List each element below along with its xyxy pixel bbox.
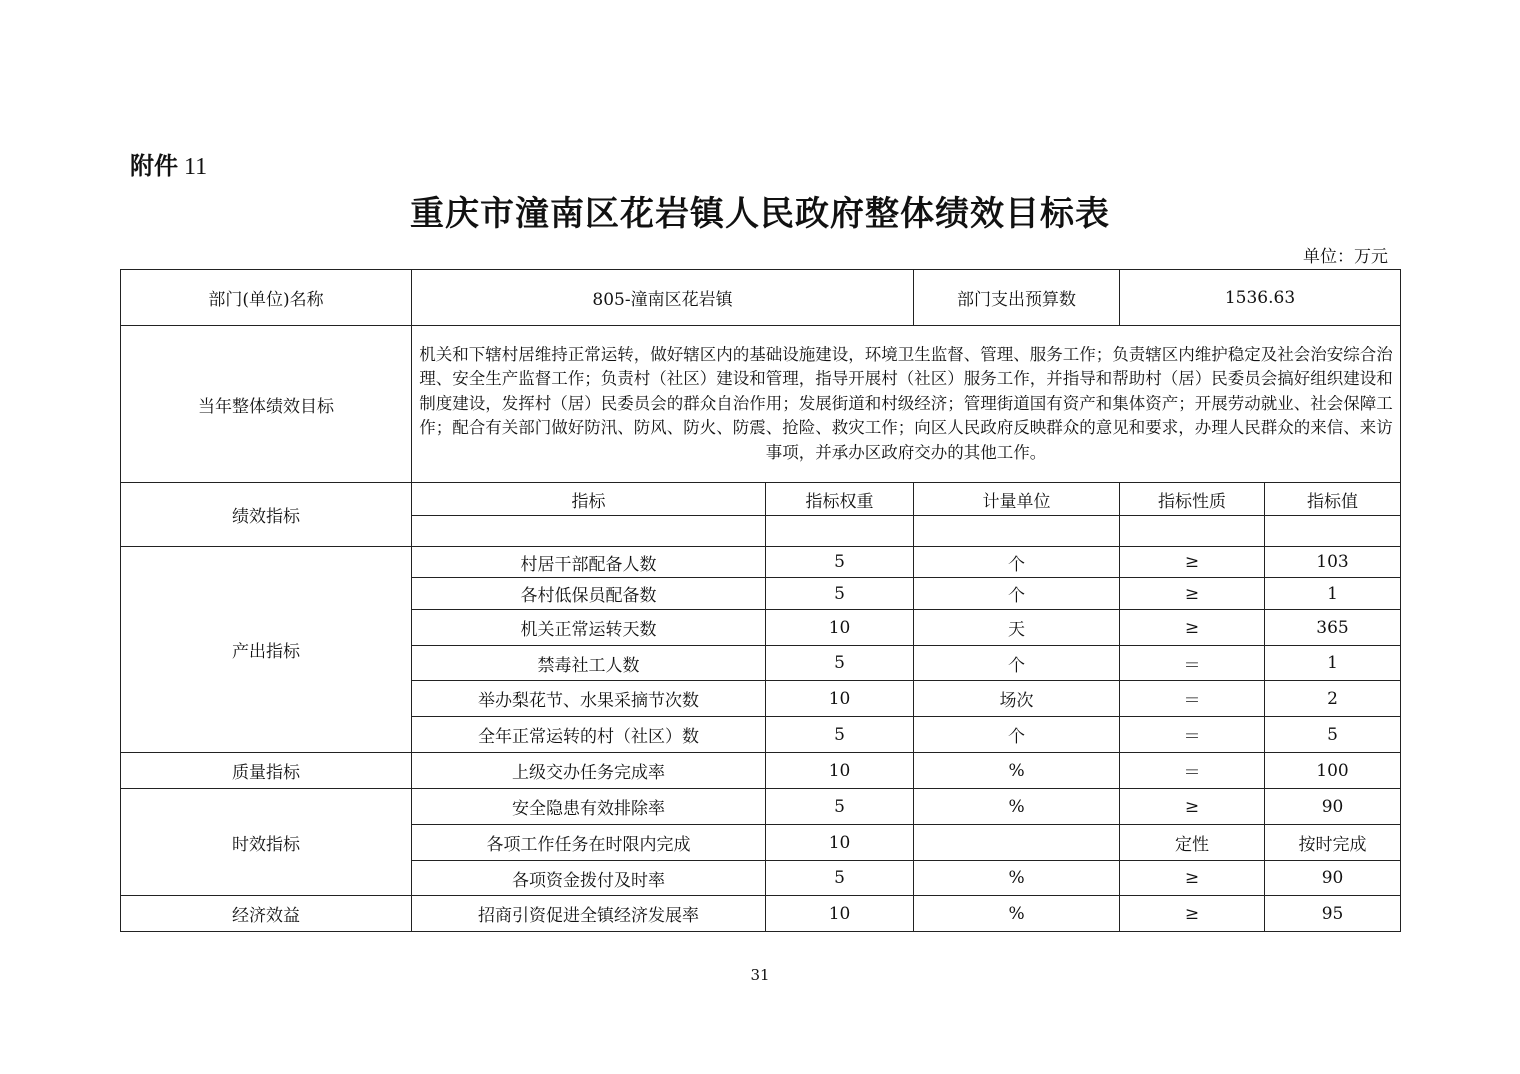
indicator-value: 100 [1265, 753, 1401, 789]
table-row [121, 753, 1401, 789]
indicator-value-header: 指标值 [1265, 483, 1401, 516]
indicator-nature: ≥ [1120, 578, 1265, 610]
indicator-unit: 天 [914, 610, 1120, 646]
indicator-name: 各项工作任务在时限内完成 [412, 825, 766, 861]
category-output: 产出指标 [121, 547, 412, 753]
indicator-weight-header: 指标权重 [766, 483, 914, 516]
indicator-unit: 个 [914, 578, 1120, 610]
indicator-nature: 定性 [1120, 825, 1265, 861]
indicator-name: 禁毒社工人数 [412, 646, 766, 681]
indicator-weight: 5 [766, 578, 914, 610]
dept-name-label: 部门(单位)名称 [121, 270, 412, 326]
indicator-nature: ＝ [1120, 681, 1265, 717]
indicator-name: 安全隐患有效排除率 [412, 789, 766, 825]
indicator-name-header: 指标 [412, 483, 766, 516]
performance-target-table [120, 269, 1401, 932]
indicator-weight: 10 [766, 753, 914, 789]
indicator-weight: 10 [766, 825, 914, 861]
unit-note: 单位：万元 [1303, 247, 1388, 267]
goal-label: 当年整体绩效目标 [121, 326, 412, 483]
category-timeliness: 时效指标 [121, 789, 412, 896]
indicator-unit: 个 [914, 547, 1120, 578]
indicator-value: 95 [1265, 896, 1401, 932]
indicator-value: 103 [1265, 547, 1401, 578]
attachment-label [130, 146, 207, 181]
table-row [121, 547, 1401, 578]
indicator-header-row [121, 483, 1401, 516]
category-economic: 经济效益 [121, 896, 412, 932]
attachment-number: 11 [184, 154, 208, 180]
blank-cell [412, 516, 766, 547]
indicator-name: 各项资金拨付及时率 [412, 861, 766, 896]
indicator-name: 村居干部配备人数 [412, 547, 766, 578]
indicator-value: 1 [1265, 646, 1401, 681]
indicator-category-header: 绩效指标 [121, 483, 412, 547]
indicator-name: 上级交办任务完成率 [412, 753, 766, 789]
indicator-unit: 场次 [914, 681, 1120, 717]
table-row [121, 896, 1401, 932]
dept-name-value: 805-潼南区花岩镇 [412, 270, 914, 326]
indicator-unit: % [914, 896, 1120, 932]
indicator-unit: 个 [914, 646, 1120, 681]
indicator-nature-header: 指标性质 [1120, 483, 1265, 516]
page-number: 31 [750, 966, 770, 984]
indicator-unit-header: 计量单位 [914, 483, 1120, 516]
indicator-weight: 10 [766, 896, 914, 932]
budget-value: 1536.63 [1120, 270, 1401, 326]
indicator-unit [914, 825, 1120, 861]
goal-text: 机关和下辖村居维持正常运转，做好辖区内的基础设施建设，环境卫生监督、管理、服务工作；负责辖区内维护稳定及社会治安综合治理、安全生产监督工作；负责村（社区）建设和管理，指导开展村（社区）服务工作，并指导和帮助村（居）民委员会搞好组织建设和制度建设，发挥村（居）民委员会的群众自治作用；发展街道和村级经济；管理街道国有资产和集体资产；开展劳动就业、社会保障工作；配合有关部门做好防汛、防风、防火、防震、抢险、救灾工作；向区人民政府反映群众的意见和要求，办理人民群众的来信、来访事项，并承办区政府交办的其他工作。 [412, 326, 1401, 483]
blank-cell [766, 516, 914, 547]
indicator-value: 365 [1265, 610, 1401, 646]
indicator-value: 5 [1265, 717, 1401, 753]
indicator-weight: 10 [766, 681, 914, 717]
indicator-nature: ＝ [1120, 646, 1265, 681]
attachment-label-text: 附件 [130, 152, 178, 180]
indicator-name: 机关正常运转天数 [412, 610, 766, 646]
blank-cell [914, 516, 1120, 547]
indicator-value: 按时完成 [1265, 825, 1401, 861]
indicator-nature: ≥ [1120, 789, 1265, 825]
indicator-unit: 个 [914, 717, 1120, 753]
blank-cell [1120, 516, 1265, 547]
indicator-value: 1 [1265, 578, 1401, 610]
indicator-name: 举办梨花节、水果采摘节次数 [412, 681, 766, 717]
document-title: 重庆市潼南区花岩镇人民政府整体绩效目标表 [410, 194, 1110, 234]
indicator-value: 90 [1265, 861, 1401, 896]
indicator-unit: % [914, 753, 1120, 789]
indicator-weight: 5 [766, 717, 914, 753]
indicator-unit: % [914, 789, 1120, 825]
table-row [121, 789, 1401, 825]
indicator-nature: ≥ [1120, 610, 1265, 646]
indicator-value: 90 [1265, 789, 1401, 825]
indicator-weight: 5 [766, 861, 914, 896]
indicator-nature: ＝ [1120, 753, 1265, 789]
blank-cell [1265, 516, 1401, 547]
indicator-name: 招商引资促进全镇经济发展率 [412, 896, 766, 932]
indicator-value: 2 [1265, 681, 1401, 717]
goal-row [121, 326, 1401, 483]
budget-label: 部门支出预算数 [914, 270, 1120, 326]
indicator-weight: 10 [766, 610, 914, 646]
indicator-nature: ≥ [1120, 547, 1265, 578]
indicator-unit: % [914, 861, 1120, 896]
indicator-nature: ≥ [1120, 861, 1265, 896]
indicator-weight: 5 [766, 547, 914, 578]
dept-info-row [121, 270, 1401, 326]
indicator-name: 各村低保员配备数 [412, 578, 766, 610]
indicator-nature: ＝ [1120, 717, 1265, 753]
category-quality: 质量指标 [121, 753, 412, 789]
indicator-name: 全年正常运转的村（社区）数 [412, 717, 766, 753]
indicator-weight: 5 [766, 789, 914, 825]
indicator-nature: ≥ [1120, 896, 1265, 932]
indicator-weight: 5 [766, 646, 914, 681]
